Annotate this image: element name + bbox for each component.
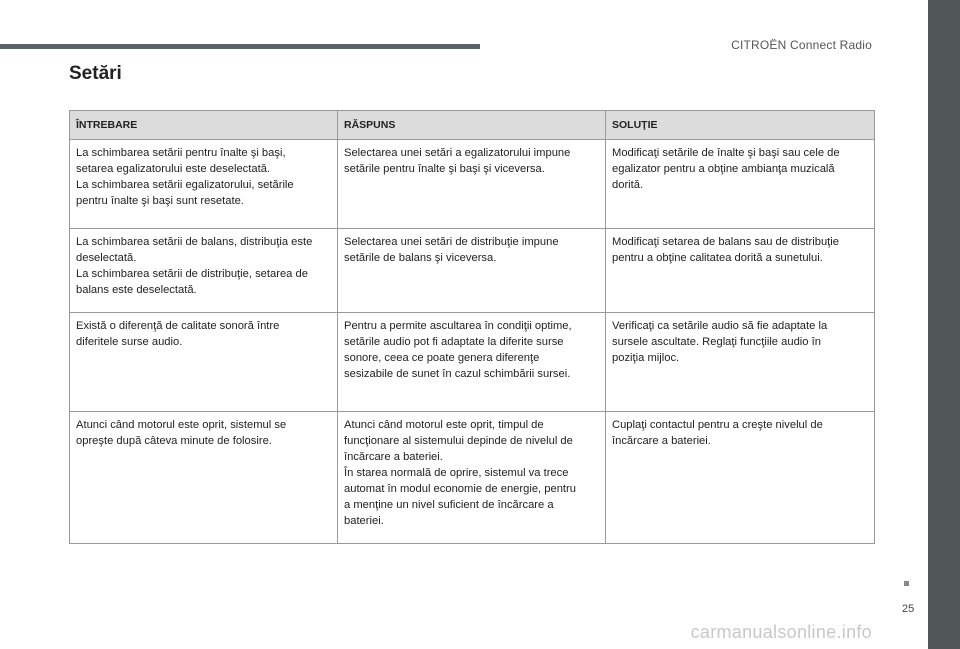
cell-line: automat în modul economie de energie, pentru bbox=[344, 483, 576, 495]
cell-line: poziţia mijloc. bbox=[612, 352, 680, 364]
cell-line: Cuplaţi contactul pentru a creşte nivelul de bbox=[612, 419, 823, 431]
cell-line: sonore, ceea ce poate genera diferenţe bbox=[344, 352, 540, 364]
table-row bbox=[70, 140, 875, 229]
cell-line: deselectată. bbox=[76, 252, 137, 264]
solution-cell bbox=[606, 412, 875, 544]
cell-line: În starea normală de oprire, sistemul va trece bbox=[344, 467, 569, 479]
page-marker-icon bbox=[904, 581, 909, 586]
question-cell bbox=[70, 229, 338, 313]
cell-line: opreşte după câteva minute de folosire. bbox=[76, 435, 272, 447]
cell-line: bateriei. bbox=[344, 515, 384, 527]
question-cell bbox=[70, 140, 338, 229]
solution-cell bbox=[606, 140, 875, 229]
cell-line: pentru înalte şi başi sunt resetate. bbox=[76, 195, 244, 207]
cell-line: Selectarea unei setări de distribuţie impune bbox=[344, 236, 559, 248]
answer-cell bbox=[338, 229, 606, 313]
cell-line: funcţionare al sistemului depinde de nivelul de bbox=[344, 435, 573, 447]
answer-cell bbox=[338, 313, 606, 412]
cell-line: Atunci când motorul este oprit, timpul de bbox=[344, 419, 544, 431]
cell-line: Atunci când motorul este oprit, sistemul se bbox=[76, 419, 287, 431]
cell-line: La schimbarea setării egalizatorului, setările bbox=[76, 179, 294, 191]
cell-line: Există o diferenţă de calitate sonoră între bbox=[76, 320, 280, 332]
table-row bbox=[70, 229, 875, 313]
table-row bbox=[70, 412, 875, 544]
cell-line: balans este deselectată. bbox=[76, 284, 197, 296]
cell-line: a menţine un nivel suficient de încărcare a bbox=[344, 499, 554, 511]
solution-cell bbox=[606, 229, 875, 313]
cell-line: setarea egalizatorului este deselectată. bbox=[76, 163, 271, 175]
page-title: Setări bbox=[69, 63, 122, 84]
table-row bbox=[70, 313, 875, 412]
cell-line: setările pentru înalte şi başi şi viceversa. bbox=[344, 163, 545, 175]
watermark: carmanualsonline.info bbox=[690, 622, 872, 642]
cell-line: încărcare a bateriei. bbox=[344, 451, 443, 463]
column-header-solution: SOLUŢIE bbox=[606, 111, 875, 140]
cell-line: Verificaţi ca setările audio să fie adaptate la bbox=[612, 320, 828, 332]
question-cell bbox=[70, 412, 338, 544]
page-number: 25 bbox=[902, 603, 915, 615]
header-title: CITROËN Connect Radio bbox=[731, 38, 872, 52]
column-header-answer: RĂSPUNS bbox=[338, 111, 606, 140]
cell-line: setările audio pot fi adaptate la diferite surse bbox=[344, 336, 564, 348]
cell-line: sursele ascultate. Reglaţi funcţiile audio în bbox=[612, 336, 821, 348]
cell-line: încărcare a bateriei. bbox=[612, 435, 711, 447]
answer-cell bbox=[338, 412, 606, 544]
cell-line: diferitele surse audio. bbox=[76, 336, 183, 348]
answer-cell bbox=[338, 140, 606, 229]
page-edge-bar bbox=[928, 0, 960, 649]
question-cell bbox=[70, 313, 338, 412]
cell-line: La schimbarea setării pentru înalte şi başi, bbox=[76, 147, 286, 159]
cell-line: dorită. bbox=[612, 179, 644, 191]
cell-line: Pentru a permite ascultarea în condiţii optime, bbox=[344, 320, 572, 332]
table-header-row bbox=[70, 111, 875, 140]
header-rule bbox=[0, 44, 480, 49]
cell-line: pentru a obţine calitatea dorită a sunetului. bbox=[612, 252, 823, 264]
cell-line: Modificaţi setarea de balans sau de distribuţie bbox=[612, 236, 839, 248]
cell-line: Modificaţi setările de înalte şi başi sau cele de bbox=[612, 147, 840, 159]
cell-line: Selectarea unei setări a egalizatorului impune bbox=[344, 147, 571, 159]
solution-cell bbox=[606, 313, 875, 412]
troubleshooting-table bbox=[69, 110, 875, 544]
cell-line: sesizabile de sunet în cazul schimbării sursei. bbox=[344, 368, 571, 380]
cell-line: La schimbarea setării de balans, distribuţia este bbox=[76, 236, 313, 248]
column-header-question: ÎNTREBARE bbox=[70, 111, 338, 140]
cell-line: egalizator pentru a obţine ambianţa muzicală bbox=[612, 163, 835, 175]
cell-line: setările de balans şi viceversa. bbox=[344, 252, 497, 264]
cell-line: La schimbarea setării de distribuţie, setarea de bbox=[76, 268, 308, 280]
